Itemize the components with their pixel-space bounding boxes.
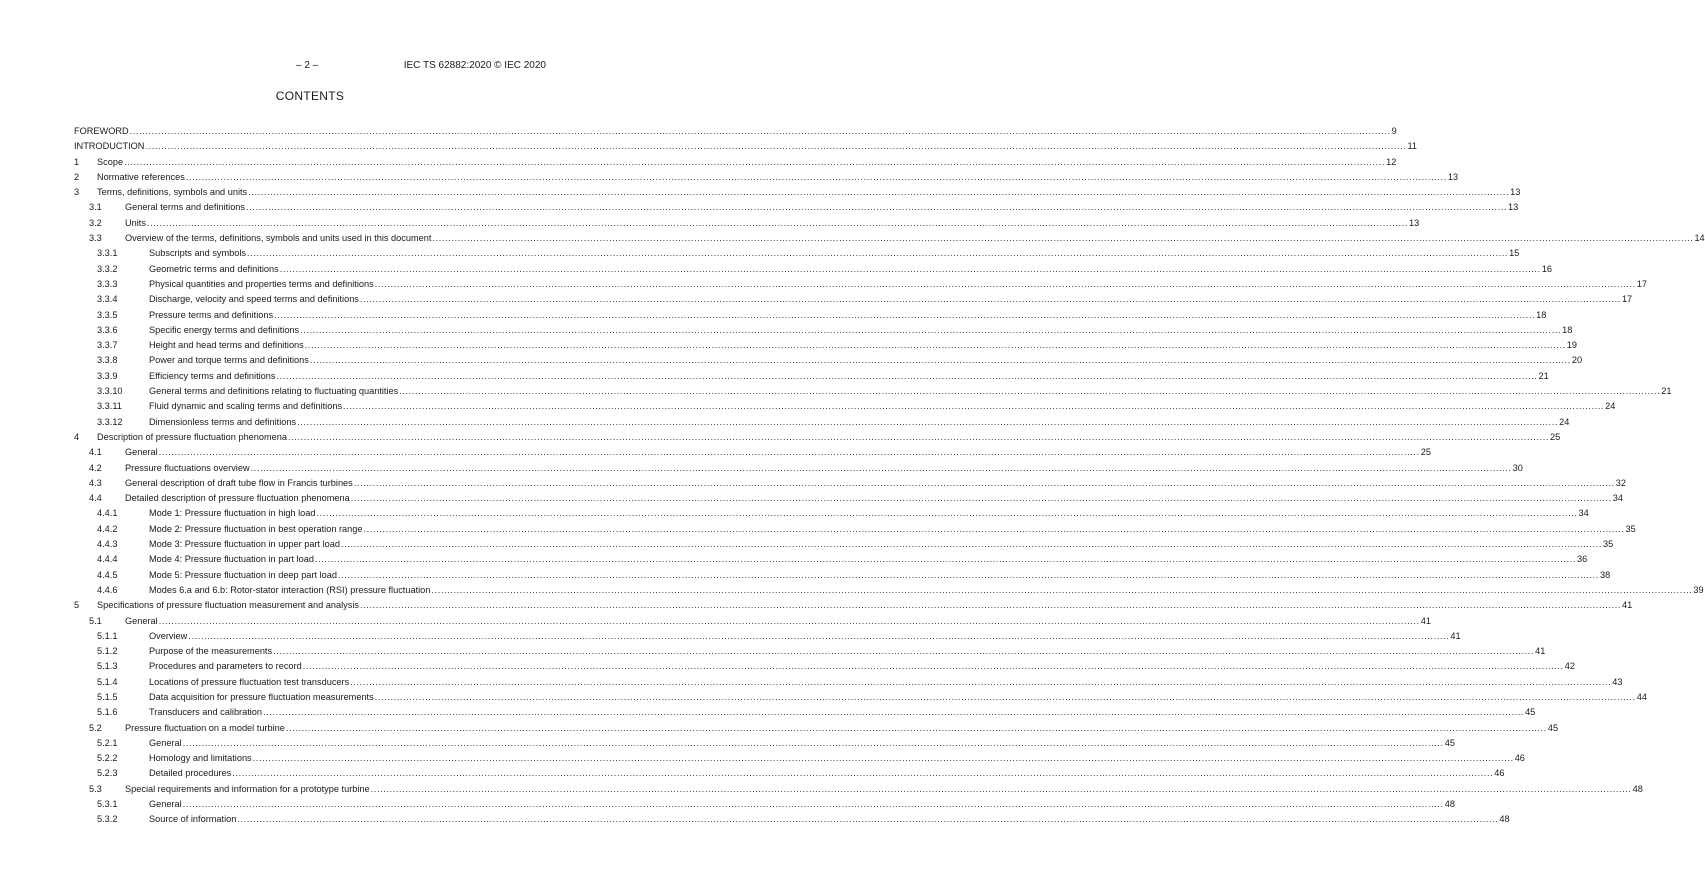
toc-entry-page: 35 xyxy=(1625,523,1636,534)
toc-entry-title: General terms and definitions xyxy=(125,202,246,213)
toc-dot-leader: ................................................................................................................................................................................................................................................................................................................................................................................................................ xyxy=(124,156,1386,167)
toc-entry[interactable] xyxy=(74,476,1627,491)
toc-entry-number: 3.3.11 xyxy=(97,401,122,412)
toc-dot-leader: ................................................................................................................................................................................................................................................................................................................................................................................................................ xyxy=(182,799,1444,810)
toc-entry-title: Mode 2: Pressure fluctuation in best operation range xyxy=(149,523,363,534)
toc-entry[interactable] xyxy=(74,614,1431,629)
toc-entry-title: General xyxy=(149,737,182,748)
toc-entry-title: Detailed procedures xyxy=(149,768,232,779)
toc-dot-leader: ................................................................................................................................................................................................................................................................................................................................................................................................................ xyxy=(288,431,1550,442)
toc-entry[interactable] xyxy=(74,766,1505,781)
toc-dot-leader: ................................................................................................................................................................................................................................................................................................................................................................................................................ xyxy=(374,278,1636,289)
toc-entry-page: 13 xyxy=(1510,187,1521,198)
toc-entry-page: 48 xyxy=(1632,783,1643,794)
toc-entry-number: 3.3.12 xyxy=(97,416,123,427)
toc-entry[interactable] xyxy=(74,323,1573,338)
toc-entry-number: 1 xyxy=(74,156,80,167)
toc-entry-title: Height and head terms and definitions xyxy=(149,340,304,351)
toc-dot-leader: ................................................................................................................................................................................................................................................................................................................................................................................................................ xyxy=(247,248,1509,259)
toc-entry[interactable] xyxy=(74,736,1455,751)
toc-entry-title: General xyxy=(125,447,158,458)
toc-entry-number: 2 xyxy=(74,171,80,182)
toc-dot-leader: ................................................................................................................................................................................................................................................................................................................................................................................................................ xyxy=(316,508,1578,519)
toc-dot-leader: ................................................................................................................................................................................................................................................................................................................................................................................................................ xyxy=(343,401,1605,412)
toc-entry-title: Geometric terms and definitions xyxy=(149,263,279,274)
toc-entry-page: 12 xyxy=(1386,156,1397,167)
toc-entry-number: 5.2 xyxy=(89,722,102,733)
toc-entry-title: Detailed description of pressure fluctuation phenomena xyxy=(125,493,350,504)
toc-entry-title: Specifications of pressure fluctuation measurement and analysis xyxy=(97,600,359,611)
toc-entry[interactable] xyxy=(74,751,1525,766)
toc-entry-number: 3.2 xyxy=(89,217,102,228)
toc-entry-page: 19 xyxy=(1566,340,1578,351)
toc-entry-title: Description of pressure fluctuation phenomena xyxy=(97,431,287,442)
toc-entry[interactable] xyxy=(74,200,1519,215)
toc-entry[interactable] xyxy=(74,430,1561,445)
toc-entry[interactable] xyxy=(74,139,1418,154)
toc-entry-number: 3.3.6 xyxy=(97,324,118,335)
toc-entry-page: 24 xyxy=(1605,401,1616,412)
toc-dot-leader: ................................................................................................................................................................................................................................................................................................................................................................................................................ xyxy=(353,477,1615,488)
toc-entry-page: 9 xyxy=(1391,126,1397,136)
toc-entry-page: 39 xyxy=(1693,584,1704,595)
toc-entry[interactable] xyxy=(74,537,1614,552)
toc-entry-number: 5.3 xyxy=(89,783,102,794)
toc-dot-leader: ................................................................................................................................................................................................................................................................................................................................................................................................................ xyxy=(304,340,1566,351)
toc-dot-leader: ................................................................................................................................................................................................................................................................................................................................................................................................................ xyxy=(350,493,1612,504)
toc-entry-title: Homology and limitations xyxy=(149,753,252,764)
toc-dot-leader: ................................................................................................................................................................................................................................................................................................................................................................................................................ xyxy=(341,539,1603,550)
toc-entry-page: 15 xyxy=(1509,248,1520,259)
toc-dot-leader: ................................................................................................................................................................................................................................................................................................................................................................................................................ xyxy=(432,233,1694,244)
toc-entry-page: 13 xyxy=(1408,217,1420,228)
toc-entry-page: 16 xyxy=(1541,263,1552,274)
toc-entry-page: 45 xyxy=(1444,737,1455,748)
toc-entry[interactable] xyxy=(74,262,1552,277)
toc-entry-title: Efficiency terms and definitions xyxy=(149,370,276,381)
toc-entry[interactable] xyxy=(74,415,1570,430)
toc-entry[interactable] xyxy=(74,216,1420,231)
toc-entry[interactable] xyxy=(74,399,1616,414)
toc-dot-leader: ................................................................................................................................................................................................................................................................................................................................................................................................................ xyxy=(297,416,1559,427)
toc-entry[interactable] xyxy=(74,552,1588,567)
toc-dot-leader: ................................................................................................................................................................................................................................................................................................................................................................................................................ xyxy=(246,202,1508,213)
toc-entry-number: 3.3.5 xyxy=(97,309,118,320)
toc-dot-leader: ................................................................................................................................................................................................................................................................................................................................................................................................................ xyxy=(237,814,1499,825)
toc-entry-page: 45 xyxy=(1547,722,1559,733)
toc-entry-number: 5.1.5 xyxy=(97,691,118,702)
toc-dot-leader: ................................................................................................................................................................................................................................................................................................................................................................................................................ xyxy=(314,554,1576,565)
toc-entry[interactable] xyxy=(74,185,1521,200)
toc-dot-leader: ................................................................................................................................................................................................................................................................................................................................................................................................................ xyxy=(276,370,1538,381)
toc-entry-number: 3.1 xyxy=(89,202,102,213)
toc-dot-leader: ................................................................................................................................................................................................................................................................................................................................................................................................................ xyxy=(374,691,1636,702)
toc-entry-number: 3.3.9 xyxy=(97,370,118,381)
toc-entry-number: 3.3.7 xyxy=(97,340,118,351)
toc-entry-number: 5.1.3 xyxy=(97,661,118,672)
toc-entry[interactable] xyxy=(74,690,1647,705)
toc-entry-page: 32 xyxy=(1615,477,1627,488)
toc-entry-title: Dimensionless terms and definitions xyxy=(149,416,297,427)
toc-entry-page: 18 xyxy=(1536,309,1547,320)
toc-entry-title: Mode 3: Pressure fluctuation in upper part load xyxy=(149,539,341,550)
toc-entry-number: 5.3.2 xyxy=(97,814,118,825)
toc-entry-number: 3.3.1 xyxy=(97,248,118,259)
toc-entry-page: 34 xyxy=(1612,493,1623,504)
toc-entry-number: 4.4 xyxy=(89,493,102,504)
toc-entry[interactable] xyxy=(74,292,1633,307)
toc-entry-number: 5.2.3 xyxy=(97,768,118,779)
toc-entry-page: 25 xyxy=(1550,431,1561,442)
toc-entry-number: 5.1.6 xyxy=(97,707,118,718)
toc-entry-number: 5.1.2 xyxy=(97,646,118,657)
toc-entry[interactable] xyxy=(74,124,1397,139)
toc-entry-page: 46 xyxy=(1494,768,1505,779)
toc-entry-title: Discharge, velocity and speed terms and definitions xyxy=(149,294,359,305)
toc-entry-page: 48 xyxy=(1499,814,1510,825)
toc-dot-leader: ................................................................................................................................................................................................................................................................................................................................................................................................................ xyxy=(146,217,1408,228)
toc-dot-leader: ................................................................................................................................................................................................................................................................................................................................................................................................................ xyxy=(250,462,1512,473)
toc-entry[interactable] xyxy=(74,353,1583,368)
toc-entry-title: FOREWORD xyxy=(74,126,129,136)
toc-entry-title: Modes 6.a and 6.b: Rotor-stator interaction (RSI) pressure fluctuation xyxy=(149,584,431,595)
toc-dot-leader: ................................................................................................................................................................................................................................................................................................................................................................................................................ xyxy=(279,263,1541,274)
toc-dot-leader: ................................................................................................................................................................................................................................................................................................................................................................................................................ xyxy=(263,707,1525,718)
toc-entry-title: Normative references xyxy=(97,171,185,182)
toc-entry-title: Pressure fluctuations overview xyxy=(125,462,250,473)
toc-dot-leader: ................................................................................................................................................................................................................................................................................................................................................................................................................ xyxy=(188,630,1450,641)
toc-entry-title: Mode 4: Pressure fluctuation in part load xyxy=(149,554,314,565)
toc-entry-number: 3.3.3 xyxy=(97,278,118,289)
page-number: – 2 – xyxy=(296,60,319,71)
toc-entry-number: 5.1 xyxy=(89,615,102,626)
toc-dot-leader: ................................................................................................................................................................................................................................................................................................................................................................................................................ xyxy=(158,615,1420,626)
toc-dot-leader: ................................................................................................................................................................................................................................................................................................................................................................................................................ xyxy=(302,661,1564,672)
toc-entry[interactable] xyxy=(74,369,1549,384)
toc-entry[interactable] xyxy=(74,522,1636,537)
toc-entry-title: Units xyxy=(125,217,146,228)
toc-entry-title: Physical quantities and properties terms and definitions xyxy=(149,278,374,289)
toc-entry-title: Subscripts and symbols xyxy=(149,248,247,259)
toc-dot-leader: ................................................................................................................................................................................................................................................................................................................................................................................................................ xyxy=(248,187,1510,198)
toc-entry-number: 4.3 xyxy=(89,477,102,488)
toc-entry-number: 4.1 xyxy=(89,447,102,458)
toc-entry-title: Purpose of the measurements xyxy=(149,646,273,657)
toc-entry-page: 48 xyxy=(1444,799,1455,810)
toc-entry-page: 13 xyxy=(1447,171,1459,182)
toc-entry-number: 5.2.2 xyxy=(97,753,118,764)
toc-entry-page: 46 xyxy=(1514,753,1525,764)
toc-dot-leader: ................................................................................................................................................................................................................................................................................................................................................................................................................ xyxy=(300,324,1562,335)
toc-entry-page: 18 xyxy=(1562,324,1573,335)
toc-entry-page: 41 xyxy=(1450,630,1461,641)
toc-entry-page: 41 xyxy=(1622,600,1633,611)
toc-entry-title: General xyxy=(125,615,158,626)
toc-entry-title: Power and torque terms and definitions xyxy=(149,355,309,366)
toc-entry[interactable] xyxy=(74,659,1575,674)
toc-entry-page: 24 xyxy=(1559,416,1570,427)
toc-dot-leader: ................................................................................................................................................................................................................................................................................................................................................................................................................ xyxy=(350,676,1612,687)
toc-entry-page: 35 xyxy=(1603,539,1614,550)
toc-entry[interactable] xyxy=(74,170,1459,185)
toc-entry-title: Pressure fluctuation on a model turbine xyxy=(125,722,285,733)
toc-entry[interactable] xyxy=(74,308,1547,323)
table-of-contents xyxy=(74,124,1705,828)
toc-entry-title: Scope xyxy=(97,156,124,167)
toc-entry-page: 42 xyxy=(1564,661,1575,672)
toc-entry[interactable] xyxy=(74,506,1589,521)
toc-dot-leader: ................................................................................................................................................................................................................................................................................................................................................................................................................ xyxy=(359,294,1621,305)
toc-entry-page: 44 xyxy=(1636,691,1647,702)
toc-entry-title: Specific energy terms and definitions xyxy=(149,324,300,335)
toc-entry-page: 17 xyxy=(1621,294,1633,305)
toc-entry[interactable] xyxy=(74,629,1461,644)
toc-entry[interactable] xyxy=(74,461,1523,476)
toc-dot-leader: ................................................................................................................................................................................................................................................................................................................................................................................................................ xyxy=(359,600,1622,611)
toc-entry-number: 4.4.2 xyxy=(97,523,118,534)
toc-entry-number: 3.3.8 xyxy=(97,355,118,366)
toc-entry-title: Data acquisition for pressure fluctuation measurements xyxy=(149,691,374,702)
toc-entry-title: Mode 1: Pressure fluctuation in high load xyxy=(149,508,316,519)
toc-entry-title: Transducers and calibration xyxy=(149,707,263,718)
toc-entry-title: INTRODUCTION xyxy=(74,141,145,152)
toc-entry-number: 4.4.4 xyxy=(97,554,118,565)
toc-dot-leader: ................................................................................................................................................................................................................................................................................................................................................................................................................ xyxy=(273,646,1535,657)
toc-entry[interactable] xyxy=(74,277,1647,292)
toc-dot-leader: ................................................................................................................................................................................................................................................................................................................................................................................................................ xyxy=(274,309,1536,320)
toc-entry-number: 3.3.10 xyxy=(97,386,123,397)
toc-entry-title: General xyxy=(149,799,182,810)
toc-entry-number: 4.4.6 xyxy=(97,584,118,595)
toc-entry-number: 4.4.5 xyxy=(97,569,118,580)
toc-entry-number: 3.3.4 xyxy=(97,294,118,305)
toc-dot-leader: ................................................................................................................................................................................................................................................................................................................................................................................................................ xyxy=(431,584,1693,595)
toc-entry-number: 4 xyxy=(74,431,80,442)
toc-entry[interactable] xyxy=(74,797,1455,812)
toc-entry-number: 3.3.2 xyxy=(97,263,118,274)
toc-entry-page: 38 xyxy=(1599,569,1611,580)
toc-entry-page: 34 xyxy=(1578,508,1589,519)
toc-entry[interactable] xyxy=(74,338,1578,353)
toc-entry-number: 3.3 xyxy=(89,233,102,244)
toc-dot-leader: ................................................................................................................................................................................................................................................................................................................................................................................................................ xyxy=(285,722,1547,733)
toc-entry[interactable] xyxy=(74,782,1643,797)
toc-entry[interactable] xyxy=(74,721,1559,736)
toc-entry[interactable] xyxy=(74,644,1546,659)
toc-entry-title: Terms, definitions, symbols and units xyxy=(97,187,248,198)
toc-entry[interactable] xyxy=(74,384,1672,399)
toc-entry[interactable] xyxy=(74,155,1397,170)
toc-entry-page: 41 xyxy=(1420,615,1431,626)
toc-entry-title: General description of draft tube flow in Francis turbines xyxy=(125,477,353,488)
toc-entry-number: 4.4.1 xyxy=(97,508,118,519)
toc-entry-title: Overview xyxy=(149,630,188,641)
toc-entry-number: 5.2.1 xyxy=(97,737,118,748)
toc-dot-leader: ................................................................................................................................................................................................................................................................................................................................................................................................................ xyxy=(309,355,1571,366)
toc-dot-leader: ................................................................................................................................................................................................................................................................................................................................................................................................................ xyxy=(185,171,1447,182)
toc-entry-page: 13 xyxy=(1508,202,1519,213)
toc-entry-page: 11 xyxy=(1407,141,1418,152)
toc-dot-leader: ................................................................................................................................................................................................................................................................................................................................................................................................................ xyxy=(337,569,1599,580)
toc-dot-leader: ................................................................................................................................................................................................................................................................................................................................................................................................................ xyxy=(145,141,1407,152)
toc-dot-leader: ................................................................................................................................................................................................................................................................................................................................................................................................................ xyxy=(370,783,1632,794)
toc-entry-number: 3 xyxy=(74,187,80,198)
toc-entry[interactable] xyxy=(74,705,1536,720)
toc-entry-title: Fluid dynamic and scaling terms and definitions xyxy=(149,401,343,412)
toc-entry[interactable] xyxy=(74,491,1623,506)
toc-entry-page: 30 xyxy=(1512,462,1523,473)
toc-entry-title: Pressure terms and definitions xyxy=(149,309,274,320)
toc-entry[interactable] xyxy=(74,568,1611,583)
toc-entry-number: 5.3.1 xyxy=(97,799,118,810)
toc-entry[interactable] xyxy=(74,583,1704,598)
toc-dot-leader: ................................................................................................................................................................................................................................................................................................................................................................................................................ xyxy=(363,523,1625,534)
toc-entry-page: 20 xyxy=(1571,355,1583,366)
toc-entry-page: 17 xyxy=(1636,278,1647,289)
toc-entry-page: 43 xyxy=(1612,676,1623,687)
toc-entry-page: 21 xyxy=(1661,386,1672,397)
toc-dot-leader: ................................................................................................................................................................................................................................................................................................................................................................................................................ xyxy=(232,768,1494,779)
toc-entry-title: Procedures and parameters to record xyxy=(149,661,302,672)
toc-entry-title: Special requirements and information for a prototype turbine xyxy=(125,783,370,794)
toc-entry-number: 5.1.4 xyxy=(97,676,118,687)
toc-entry-page: 25 xyxy=(1420,447,1431,458)
toc-entry[interactable] xyxy=(74,246,1520,261)
toc-entry-page: 21 xyxy=(1538,370,1549,381)
toc-entry-title: General terms and definitions relating to fluctuating quantities xyxy=(149,386,399,397)
toc-entry-number: 4.4.3 xyxy=(97,539,118,550)
toc-entry-page: 36 xyxy=(1577,554,1588,565)
toc-dot-leader: ................................................................................................................................................................................................................................................................................................................................................................................................................ xyxy=(158,447,1420,458)
toc-entry-title: Mode 5: Pressure fluctuation in deep part load xyxy=(149,569,337,580)
toc-entry-number: 5 xyxy=(74,600,80,611)
toc-entry-page: 41 xyxy=(1535,646,1546,657)
toc-entry[interactable] xyxy=(74,675,1623,690)
toc-entry[interactable] xyxy=(74,445,1431,460)
toc-entry-number: 5.1.1 xyxy=(97,630,118,641)
document-reference: IEC TS 62882:2020 © IEC 2020 xyxy=(403,60,546,71)
toc-entry[interactable] xyxy=(74,598,1633,613)
toc-dot-leader: ................................................................................................................................................................................................................................................................................................................................................................................................................ xyxy=(129,126,1391,136)
toc-entry-title: Locations of pressure fluctuation test transducers xyxy=(149,676,350,687)
toc-dot-leader: ................................................................................................................................................................................................................................................................................................................................................................................................................ xyxy=(252,753,1514,764)
toc-entry-number: 4.2 xyxy=(89,462,102,473)
toc-dot-leader: ................................................................................................................................................................................................................................................................................................................................................................................................................ xyxy=(399,386,1661,397)
toc-entry-title: Overview of the terms, definitions, symbols and units used in this document xyxy=(125,233,432,244)
toc-entry-page: 14 xyxy=(1694,233,1705,244)
page-title: CONTENTS xyxy=(275,89,345,103)
toc-entry-title: Source of information xyxy=(149,814,237,825)
toc-dot-leader: ................................................................................................................................................................................................................................................................................................................................................................................................................ xyxy=(182,737,1444,748)
toc-entry-page: 45 xyxy=(1525,707,1536,718)
toc-entry[interactable] xyxy=(74,812,1510,827)
toc-entry[interactable] xyxy=(74,231,1705,246)
